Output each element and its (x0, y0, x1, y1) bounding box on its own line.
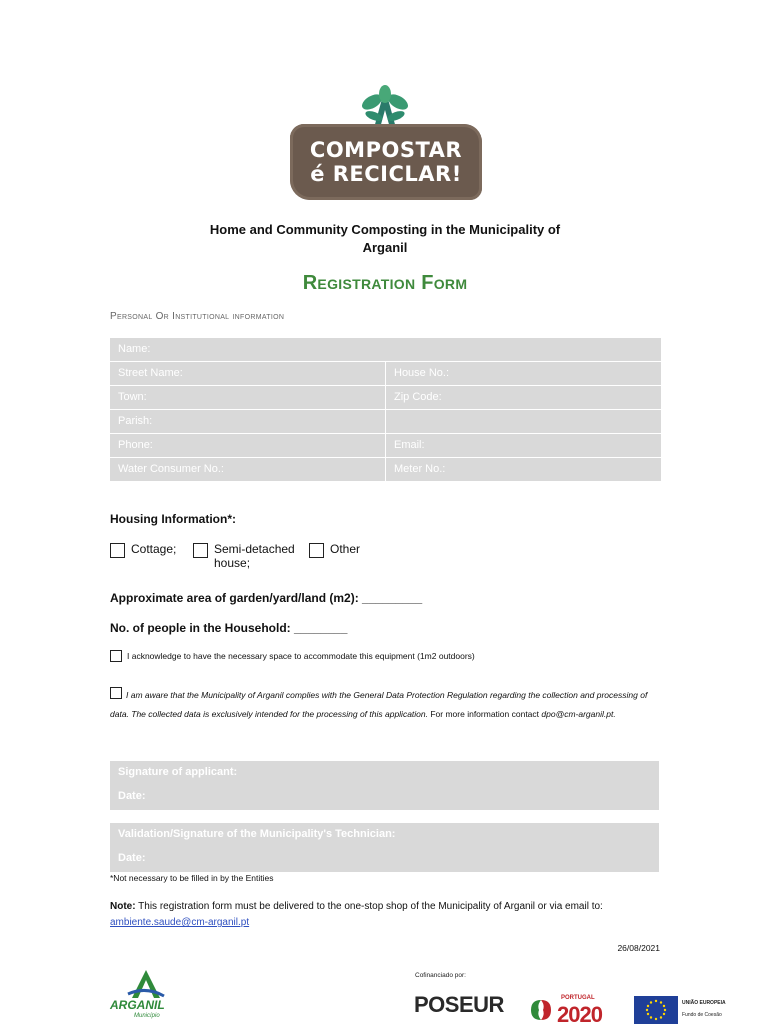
table-row (110, 362, 661, 386)
arganil-subtitle: Município (134, 1013, 160, 1019)
eu-flag-icon (634, 996, 678, 1024)
option-label: Other (330, 542, 361, 556)
checkbox-icon[interactable] (193, 543, 208, 558)
gdpr-contact: dpo@cm-arganil.pt. (541, 708, 616, 719)
acknowledge-text: I acknowledge to have the necessary space to accommodate this equipment (1m2 outdoors) (127, 651, 475, 661)
parish-blank-cell (386, 410, 661, 433)
checkbox-icon[interactable] (110, 543, 125, 558)
table-row (110, 434, 661, 458)
arganil-a-icon (126, 968, 166, 1000)
footnote: *Not necessary to be filled in by the Entities (110, 873, 274, 883)
meter-field[interactable]: Meter No.: (386, 458, 661, 481)
technician-validation-box[interactable] (110, 823, 659, 872)
personal-info-table (110, 338, 661, 482)
table-row (110, 338, 661, 362)
compostar-logo (290, 84, 482, 200)
checkbox-icon[interactable] (309, 543, 324, 558)
technician-date-label: Date: (118, 852, 146, 864)
housing-option-other[interactable] (309, 542, 360, 558)
housing-label: Housing Information*: (110, 512, 236, 526)
option-label: Semi-detached house; (214, 542, 295, 570)
eu-stars-icon (634, 996, 678, 1024)
technician-signature-label: Validation/Signature of the Municipality's Technician: (118, 828, 396, 840)
gdpr-italic-text: I am aware that the Municipality of Arganil complies with the General Data Protection Regulation regarding the collection and processing of data. The collected data is exclusively intended for the processing of this application. (110, 690, 648, 719)
note-label: Note: (110, 901, 136, 912)
area-field[interactable]: Approximate area of garden/yard/land (m2): _________ (110, 591, 423, 605)
section-label-text: Personal Or Institutional information (110, 311, 285, 322)
portugal-2020-logo (527, 995, 622, 1027)
eu-label: UNIÃO EUROPEIA (682, 1000, 726, 1006)
checkbox-icon[interactable] (110, 650, 122, 662)
poseur-logo: POSEUR (414, 992, 504, 1017)
arganil-wordmark: ARGANIL (110, 998, 165, 1012)
applicant-signature-label: Signature of applicant: (118, 766, 238, 778)
phone-field[interactable]: Phone: (110, 434, 386, 457)
street-field[interactable]: Street Name: (110, 362, 386, 385)
eu-fund-label: Fundo de Coesão (682, 1012, 722, 1018)
cofinanced-label: Cofinanciado por: (415, 972, 466, 979)
acknowledge-checkbox[interactable] (110, 650, 475, 662)
table-row (110, 386, 661, 410)
checkbox-icon[interactable] (110, 687, 122, 699)
applicant-signature-box[interactable] (110, 761, 659, 810)
parish-field[interactable]: Parish: (110, 410, 386, 433)
portugal-word: PORTUGAL (561, 995, 595, 1001)
section-label (110, 311, 284, 322)
housing-option-cottage[interactable] (110, 542, 176, 558)
logo-text-line1: COMPOSTAR (309, 138, 463, 162)
title-line1: Home and Community Composting in the Municipality of (209, 222, 561, 237)
gdpr-plain-text: For more information contact (428, 708, 540, 719)
zip-field[interactable]: Zip Code: (386, 386, 661, 409)
town-field[interactable]: Town: (110, 386, 386, 409)
table-row (110, 410, 661, 434)
document-date: 26/08/2021 (617, 943, 660, 953)
portugal-2020-icon (527, 997, 555, 1023)
name-field[interactable]: Name: (110, 338, 661, 361)
house-no-field[interactable]: House No.: (386, 362, 661, 385)
document-title (150, 221, 620, 257)
email-link[interactable]: ambiente.saude@cm-arganil.pt (110, 917, 250, 928)
note-text: This registration form must be delivered to the one-stop shop of the Municipality of Arganil or via email to: (135, 901, 603, 912)
option-label: Cottage; (131, 542, 177, 556)
logo-text-line2: é RECICLAR! (310, 162, 462, 186)
form-title-text: Registration Form (302, 272, 468, 294)
water-consumer-field[interactable]: Water Consumer No.: (110, 458, 386, 481)
table-row (110, 458, 661, 482)
email-field[interactable]: Email: (386, 434, 661, 457)
portugal-2020-number: 2020 (557, 1002, 602, 1027)
household-people-field[interactable]: No. of people in the Household: ________ (110, 621, 348, 635)
form-title (0, 272, 770, 295)
housing-option-semi-detached[interactable] (193, 542, 308, 570)
gdpr-statement (110, 686, 661, 723)
delivery-note (110, 899, 630, 931)
title-line2: Arganil (362, 240, 408, 255)
applicant-date-label: Date: (118, 790, 146, 802)
arganil-logo (110, 968, 180, 1024)
